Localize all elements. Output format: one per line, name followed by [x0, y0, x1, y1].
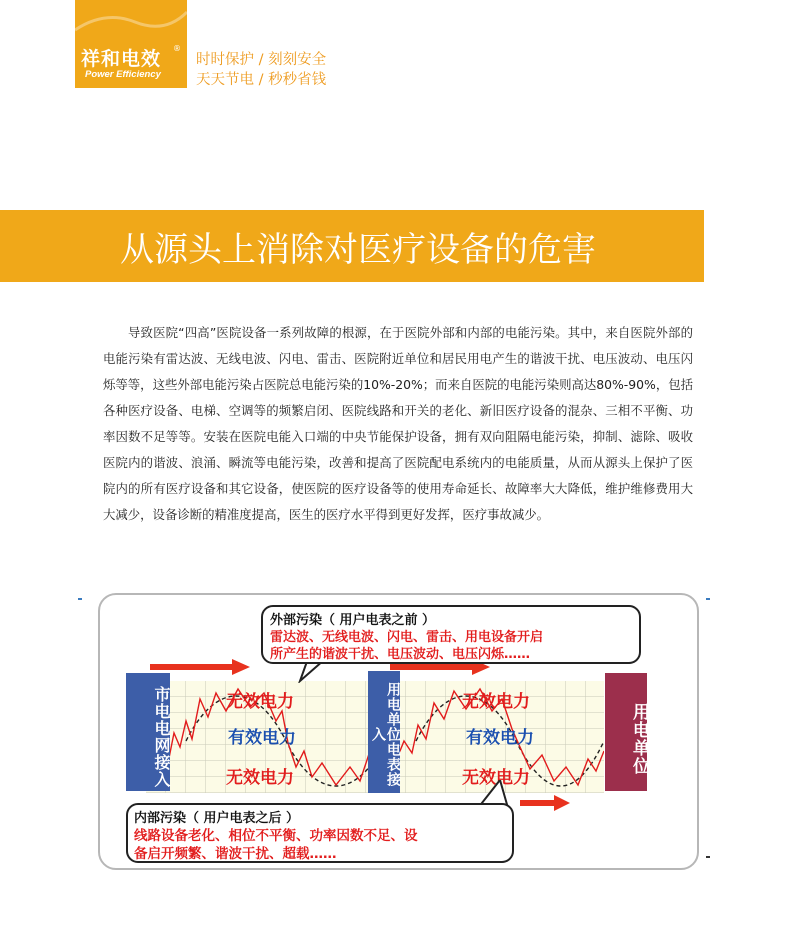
corner-tick-left — [78, 598, 82, 600]
corner-tick-right — [706, 598, 710, 600]
internal-pollution-line2: 备启开频繁、谐波干扰、超载…… — [134, 846, 337, 862]
internal-pollution-callout — [126, 803, 514, 863]
external-pollution-callout — [261, 605, 641, 664]
brand-name-en: Power Efficiency — [85, 69, 161, 80]
external-pollution-line1: 雷达波、无线电波、闪电、雷击、用电设备开启 — [270, 630, 544, 645]
brand-logo — [75, 0, 187, 88]
internal-pollution-line1: 线路设备老化、相位不平衡、功率因数不足、设 — [134, 828, 418, 844]
meter-input-box — [368, 671, 400, 793]
body-paragraph: 导致医院“四高”医院设备一系列故障的根源，在于医院外部和内部的电能污染。其中，来自医院外部的电能污染有雷达波、无线电波、闪电、雷击、医院附近单位和居民用电产生的谐波干扰、电压波动、电压闪烁等等，这些外部电能污染占医院总电能污染的10%-20%；而来自医院的电能污染则高达80%-90%，包括各种医疗设备、电梯、空调等的频繁启闭、医院线路和开关的老化、新旧医疗设备的混杂、三相不平衡、功率因数不足等等。安装在医院电能入口端的中央节能保护设备，拥有双向阻隔电能污染，抑制、滤除、吸收医院内的谐波、浪涌、瞬流等电能污染，改善和提高了医院配电系统内的电能质量，从而从源头上保护了医院内的所有医疗设备和其它设备，使医院的医疗设备等的使用寿命延长、故障率大大降低，维护维修费用大大减少，设备诊断的精准度提高，医生的医疗水平得到更好发挥，医疗事故减少。 — [103, 325, 693, 522]
valid-power-label-1: 有效电力 — [228, 728, 296, 748]
slogan-line-2: 天天节电 / 秒秒省钱 — [196, 72, 327, 88]
external-pollution-title: 外部污染（ 用户电表之前 ） — [270, 613, 436, 628]
user-unit-box — [605, 673, 647, 791]
page-title: 从源头上消除对医疗设备的危害 — [120, 230, 596, 270]
corner-tick-bottom — [706, 856, 710, 858]
brand-name-cn: 祥和电效 — [81, 48, 162, 70]
internal-pollution-title: 内部污染（ 用户电表之后 ） — [134, 811, 300, 826]
slogan-line-1: 时时保护 / 刻刻安全 — [196, 52, 327, 68]
invalid-power-label-2: 无效电力 — [226, 768, 294, 788]
user-unit-label: 用电单位 — [629, 703, 649, 775]
meter-input-label: 用电单位电表接入 — [370, 681, 401, 787]
valid-power-label-2: 有效电力 — [466, 728, 534, 748]
flow-arrow-lower — [520, 795, 570, 811]
invalid-power-label-3: 无效电力 — [462, 692, 530, 712]
logo-mark — [75, 0, 187, 44]
registered-mark: ® — [173, 44, 181, 53]
invalid-power-label-4: 无效电力 — [462, 768, 530, 788]
pollution-diagram — [98, 593, 699, 870]
title-band — [0, 210, 704, 282]
external-pollution-line2: 所产生的谐波干扰、电压波动、电压闪烁…… — [270, 647, 531, 662]
grid-input-box — [126, 673, 170, 791]
grid-input-label: 市电电网接入 — [152, 686, 171, 788]
invalid-power-label-1: 无效电力 — [226, 692, 294, 712]
